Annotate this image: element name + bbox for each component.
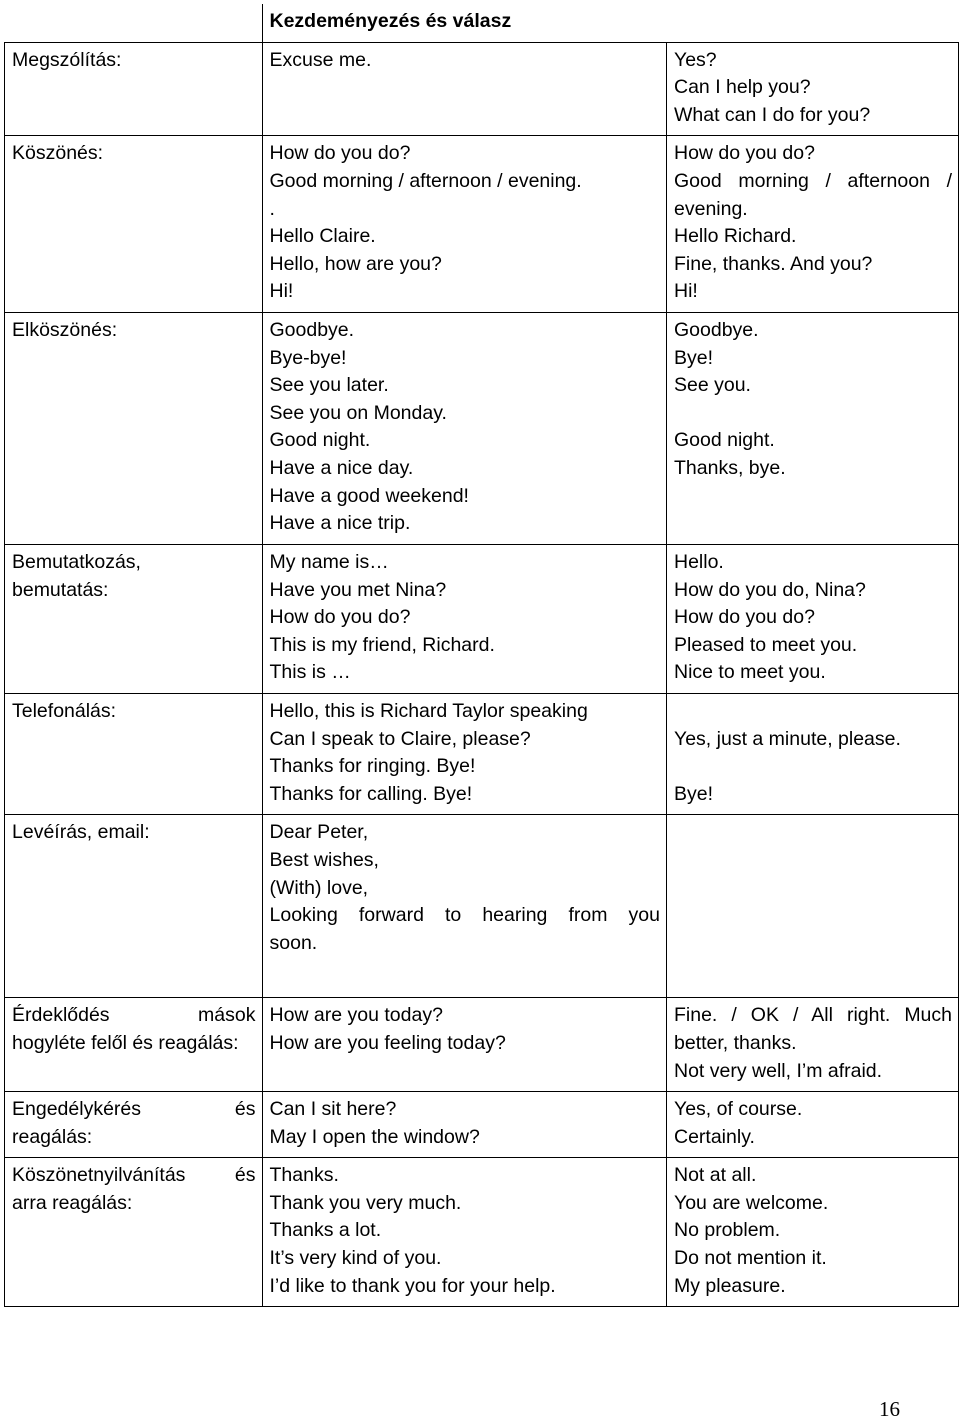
cell-line: Goodbye.	[674, 318, 759, 341]
cell-line: This is …	[269, 661, 351, 684]
cell-line: Hi!	[674, 280, 698, 303]
label-cell	[5, 544, 263, 693]
cell-line: No problem.	[674, 1219, 781, 1242]
cell-line: Looking forward to hearing from you	[269, 904, 660, 927]
initiation-cell	[262, 815, 667, 998]
cell-line: Thanks a lot.	[269, 1219, 382, 1242]
cell-line: arra reagálás:	[12, 1191, 133, 1214]
cell-line: Bemutatkozás,	[12, 550, 141, 573]
header-empty-cell	[5, 4, 263, 42]
table-row	[5, 136, 959, 313]
cell-line: Dear Peter,	[269, 821, 369, 844]
table-row	[5, 998, 959, 1092]
cell-line: Telefonálás:	[12, 699, 117, 722]
cell-line	[674, 698, 952, 726]
cell-line: How do you do?	[674, 142, 815, 165]
cell-line: My name is…	[269, 550, 389, 573]
cell-line: Pleased to meet you.	[674, 633, 858, 656]
table-row	[5, 1092, 959, 1158]
label-cell	[5, 815, 263, 998]
cell-line: soon.	[269, 931, 318, 954]
cell-line	[674, 400, 952, 428]
cell-line: My pleasure.	[674, 1274, 786, 1297]
cell-line: reagálás:	[12, 1125, 93, 1148]
cell-line: Not very well, I’m afraid.	[674, 1059, 883, 1082]
cell-line: Good night.	[269, 429, 371, 452]
cell-line: (With) love,	[269, 876, 369, 899]
response-cell	[667, 544, 959, 693]
header-row	[5, 4, 959, 42]
response-cell	[667, 136, 959, 313]
cell-line: How do you do, Nina?	[674, 578, 866, 601]
cell-line: Can I help you?	[674, 76, 811, 99]
cell-line: See you on Monday.	[269, 401, 447, 424]
cell-line: How are you feeling today?	[269, 1031, 506, 1054]
cell-line: Hello Claire.	[269, 225, 376, 248]
cell-line: It’s very kind of you.	[269, 1247, 442, 1270]
response-cell	[667, 815, 959, 998]
cell-line: May I open the window?	[269, 1125, 480, 1148]
table-row	[5, 544, 959, 693]
cell-line: Can I sit here?	[269, 1098, 397, 1121]
cell-line: Hello.	[674, 550, 724, 573]
initiation-cell	[262, 312, 667, 544]
response-cell	[667, 693, 959, 814]
cell-line: hogyléte felől és reagálás:	[12, 1031, 239, 1054]
table-row	[5, 312, 959, 544]
cell-line: Hello, this is Richard Taylor speaking	[269, 699, 588, 722]
cell-line: You are welcome.	[674, 1191, 829, 1214]
label-cell	[5, 312, 263, 544]
cell-line: How do you do?	[269, 142, 411, 165]
cell-line: Hello, how are you?	[269, 252, 442, 275]
response-cell	[667, 42, 959, 136]
cell-line: Elköszönés:	[12, 318, 118, 341]
cell-line: Goodbye.	[269, 318, 355, 341]
cell-line: How do you do?	[674, 606, 815, 629]
cell-line: Nice to meet you.	[674, 661, 826, 684]
cell-line: See you later.	[269, 374, 389, 397]
cell-line: Have you met Nina?	[269, 578, 447, 601]
cell-line: Megszólítás:	[12, 48, 122, 71]
table-row	[5, 1158, 959, 1307]
cell-line: Have a nice day.	[269, 456, 414, 479]
cell-line: Have a nice trip.	[269, 512, 411, 535]
cell-line	[674, 753, 952, 781]
response-cell	[667, 1092, 959, 1158]
cell-line: Certainly.	[674, 1125, 755, 1148]
cell-line: Hi!	[269, 280, 294, 303]
cell-line: Fine. / OK / All right. Much	[674, 1004, 952, 1027]
cell-line: Bye!	[674, 346, 714, 369]
cell-line: Fine, thanks. And you?	[674, 252, 873, 275]
initiation-cell	[262, 693, 667, 814]
cell-line: See you.	[674, 374, 751, 397]
cell-line: Can I speak to Claire, please?	[269, 727, 531, 750]
response-cell	[667, 312, 959, 544]
cell-line: Thank you very much.	[269, 1191, 462, 1214]
cell-line: Good morning / afternoon / evening.	[269, 169, 582, 192]
label-cell	[5, 998, 263, 1092]
page-number: 16	[879, 1397, 900, 1421]
response-cell	[667, 1158, 959, 1307]
cell-line: Not at all.	[674, 1164, 757, 1187]
initiation-cell	[262, 1158, 667, 1307]
cell-line: Hello Richard.	[674, 225, 797, 248]
cell-line: better, thanks.	[674, 1031, 797, 1054]
initiation-cell	[262, 998, 667, 1092]
label-cell	[5, 136, 263, 313]
cell-line: Thanks.	[269, 1164, 339, 1187]
label-cell	[5, 42, 263, 136]
cell-line: Yes, just a minute, please.	[674, 727, 901, 750]
initiation-cell	[262, 1092, 667, 1158]
table-header: Kezdeményezés és válasz	[262, 4, 667, 42]
cell-line: Yes?	[674, 48, 717, 71]
cell-line: Good morning / afternoon / evening.	[674, 169, 952, 220]
cell-line: Have a good weekend!	[269, 484, 469, 507]
response-cell	[667, 998, 959, 1092]
initiation-cell	[262, 136, 667, 313]
cell-line: What can I do for you?	[674, 103, 871, 126]
cell-line: I’d like to thank you for your help.	[269, 1274, 556, 1297]
table-row	[5, 42, 959, 136]
cell-line: How are you today?	[269, 1004, 443, 1027]
cell-line: Thanks for ringing. Bye!	[269, 755, 476, 778]
cell-line: Bye-bye!	[269, 346, 347, 369]
label-cell	[5, 1092, 263, 1158]
cell-line: Levéírás, email:	[12, 821, 150, 844]
cell-line: Excuse me.	[269, 48, 372, 71]
header-blank-cell	[667, 4, 959, 42]
table-row	[5, 815, 959, 998]
phrases-table	[4, 4, 959, 1307]
label-cell	[5, 1158, 263, 1307]
initiation-cell	[262, 42, 667, 136]
cell-line: Do not mention it.	[674, 1247, 827, 1270]
cell-line: Bye!	[674, 782, 714, 805]
cell-line: Érdeklődés mások	[12, 1004, 256, 1027]
cell-line: Köszönetnyilvánítás és	[12, 1164, 256, 1187]
label-cell	[5, 693, 263, 814]
cell-line: Good night.	[674, 429, 775, 452]
cell-line: This is my friend, Richard.	[269, 633, 495, 656]
cell-line: Köszönés:	[12, 142, 104, 165]
initiation-cell	[262, 544, 667, 693]
cell-line: Engedélykérés és	[12, 1098, 256, 1121]
cell-line: Thanks for calling. Bye!	[269, 782, 473, 805]
cell-line: bemutatás:	[12, 578, 109, 601]
cell-line: Yes, of course.	[674, 1098, 803, 1121]
cell-line: Best wishes,	[269, 848, 379, 871]
table-row	[5, 693, 959, 814]
cell-line: Thanks, bye.	[674, 456, 786, 479]
cell-line: .	[269, 197, 275, 220]
cell-line: How do you do?	[269, 606, 411, 629]
